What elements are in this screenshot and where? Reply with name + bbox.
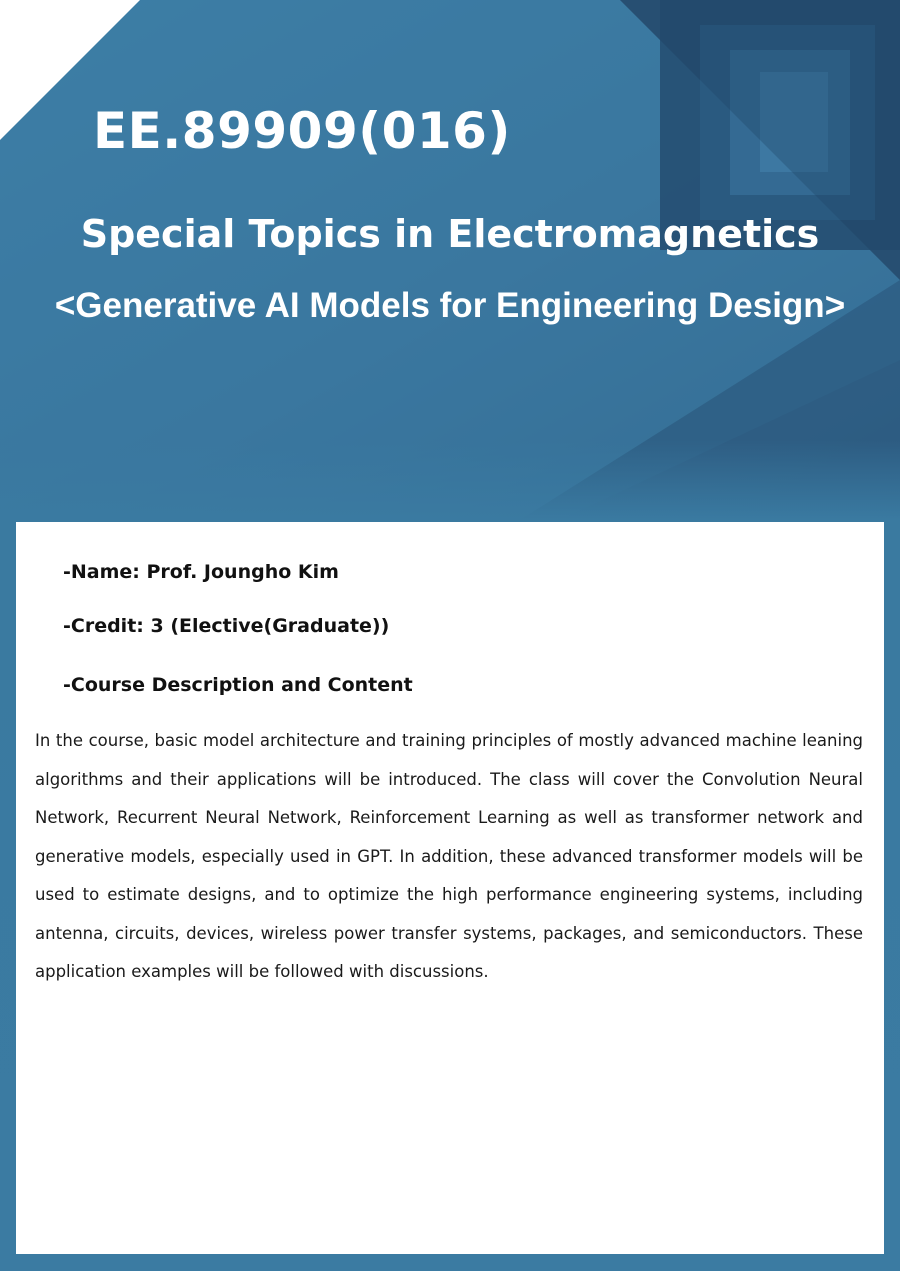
description-heading: -Course Description and Content [63,674,413,696]
instructor-name: -Name: Prof. Joungho Kim [63,561,339,583]
course-title: Special Topics in Electromagnetics [80,212,820,256]
course-description: In the course, basic model architecture and training principles of mostly advanced machine leaning algorithms and their applications will be introduced. The class will cover the Convolution Neural Network, Recurrent Neural Network, Reinforcement Learning as well as transformer network and generative models, especially used in GPT. In addition, these advanced transformer models will be used to estimate designs, and to optimize the high performance engineering systems, including antenna, circuits, devices, wireless power transfer systems, packages, and semiconductors. These application examples will be followed with discussions. [35,731,863,981]
course-code: EE.89909(016) [93,102,511,160]
header-decoration-graphic [0,0,900,520]
course-credit: -Credit: 3 (Elective(Graduate)) [63,615,390,637]
header-background [0,0,900,520]
course-info-card [16,522,884,1254]
header-bottom-fade [0,440,900,520]
course-subtitle: <Generative AI Models for Engineering Design> [54,286,846,325]
